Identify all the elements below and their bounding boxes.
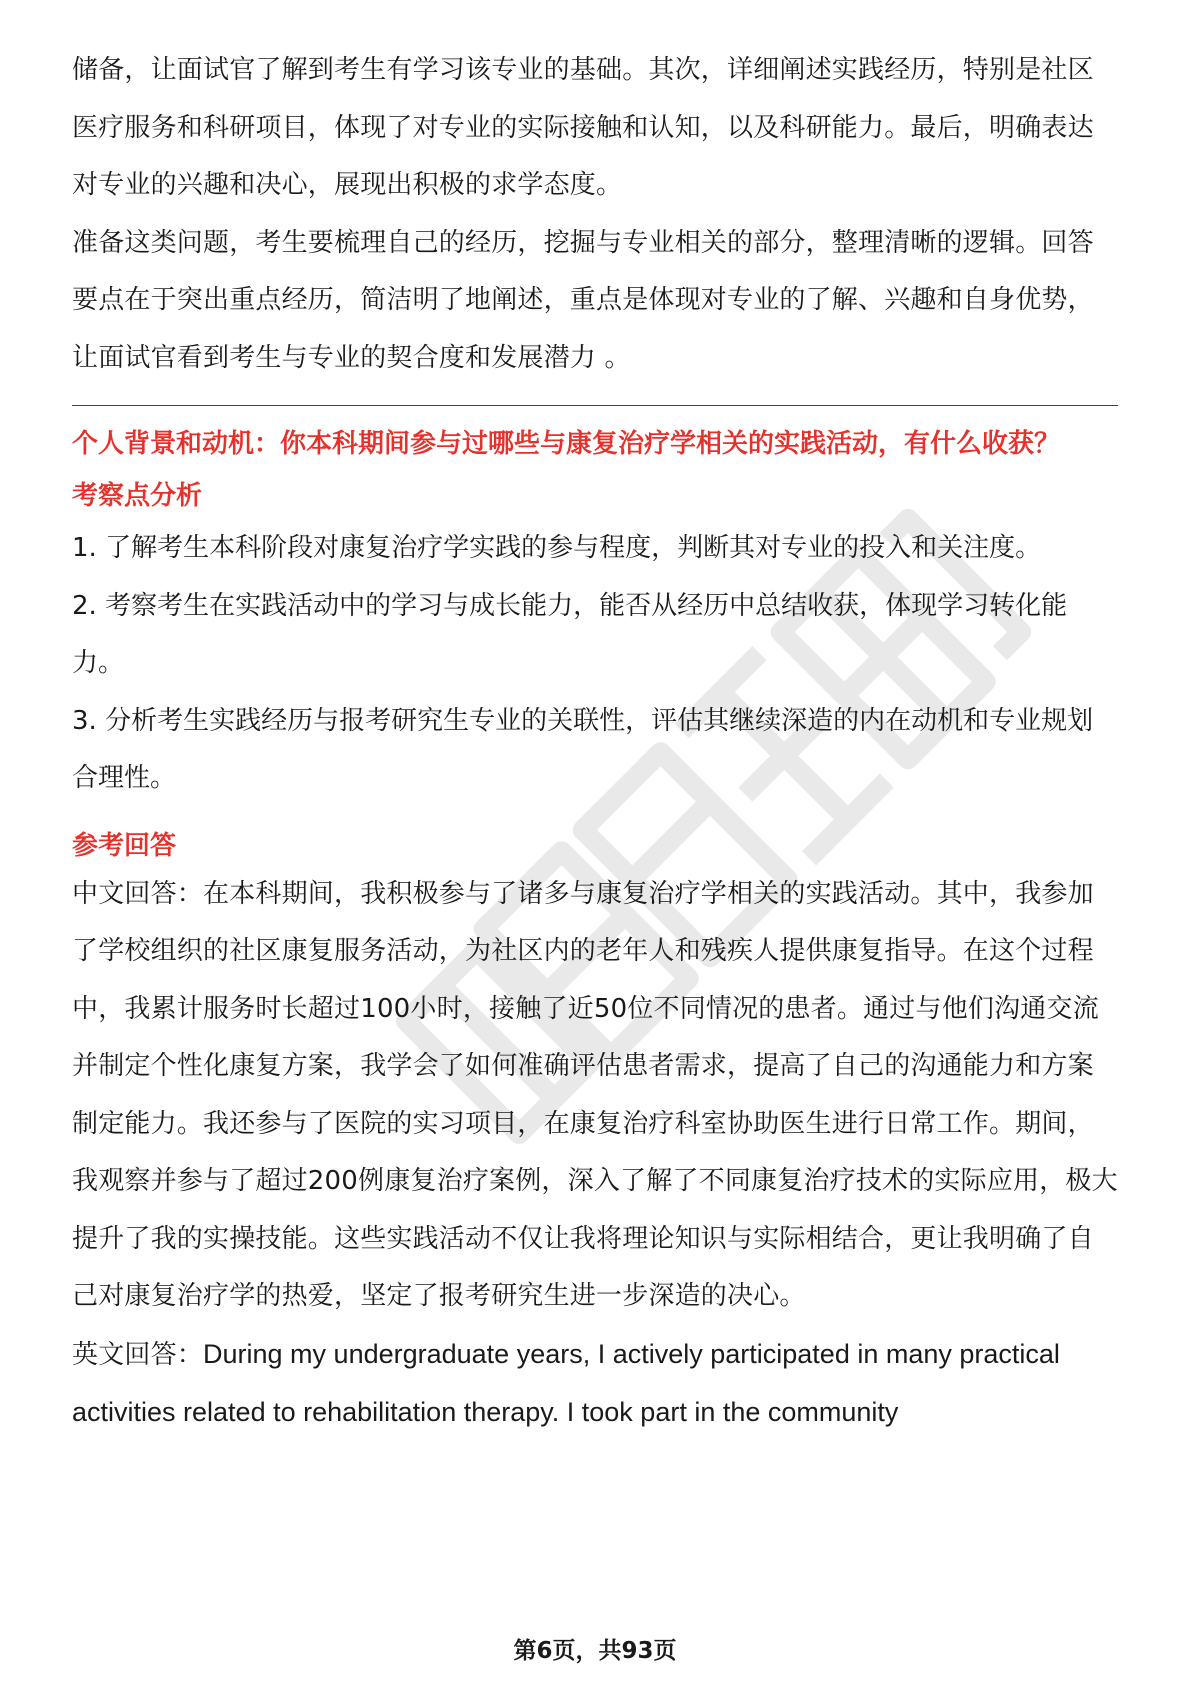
- intro-paragraph-2: 准备这类问题，考生要梳理自己的经历，挖掘与专业相关的部分，整理清晰的逻辑。回答要点在于突出重点经历，简洁明了地阐述，重点是体现对专业的了解、兴趣和自身优势，让面试官看到考生与专业的契合度和发展潜力 。: [72, 227, 1094, 373]
- analysis-item: 2. 考察考生在实践活动中的学习与成长能力，能否从经历中总结收获，体现学习转化能力。: [72, 590, 1068, 678]
- question-title: 个人背景和动机：你本科期间参与过哪些与康复治疗学相关的实践活动，有什么收获？: [72, 429, 1061, 459]
- analysis-item: 3. 分析考生实践经历与报考研究生专业的关联性，评估其继续深造的内在动机和专业规划合理性。: [72, 705, 1094, 793]
- document-page: [72, 42, 1118, 1442]
- reference-heading: 参考回答: [72, 830, 177, 861]
- english-answer: [72, 1326, 1118, 1442]
- analysis-list: [72, 520, 1118, 808]
- english-answer-text: During my undergraduate years, I actively participated in many practical activities related to rehabilitation therapy. I took part in the community: [72, 1338, 1060, 1427]
- analysis-heading: 考察点分析: [72, 481, 203, 511]
- english-answer-prefix: 英文回答：: [72, 1339, 204, 1370]
- analysis-item: 1. 了解考生本科阶段对康复治疗学实践的参与程度，判断其对专业的投入和关注度。: [72, 533, 1042, 563]
- section-divider: [72, 405, 1118, 406]
- chinese-answer: 中文回答：在本科期间，我积极参与了诸多与康复治疗学相关的实践活动。其中，我参加了学校组织的社区康复服务活动，为社区内的老年人和残疾人提供康复指导。在这个过程中，我累计服务时长超过100小时，接触了近50位不同情况的患者。通过与他们沟通交流并制定个性化康复方案，我学会了如何准确评估患者需求，提高了自己的沟通能力和方案制定能力。我还参与了医院的实习项目，在康复治疗科室协助医生进行日常工作。期间，我观察并参与了超过200例康复治疗案例，深入了解了不同康复治疗技术的实际应用，极大提升了我的实操技能。这些实践活动不仅让我将理论知识与实际相结合，更让我明确了自己对康复治疗学的热爱，坚定了报考研究生进一步深造的决心。: [72, 878, 1118, 1311]
- page-number-footer: 第6页，共93页: [513, 1638, 677, 1664]
- intro-paragraph-1: 储备，让面试官了解到考生有学习该专业的基础。其次，详细阐述实践经历，特别是社区医疗服务和科研项目，体现了对专业的实际接触和认知，以及科研能力。最后，明确表达对专业的兴趣和决心，展现出积极的求学态度。: [72, 55, 1094, 200]
